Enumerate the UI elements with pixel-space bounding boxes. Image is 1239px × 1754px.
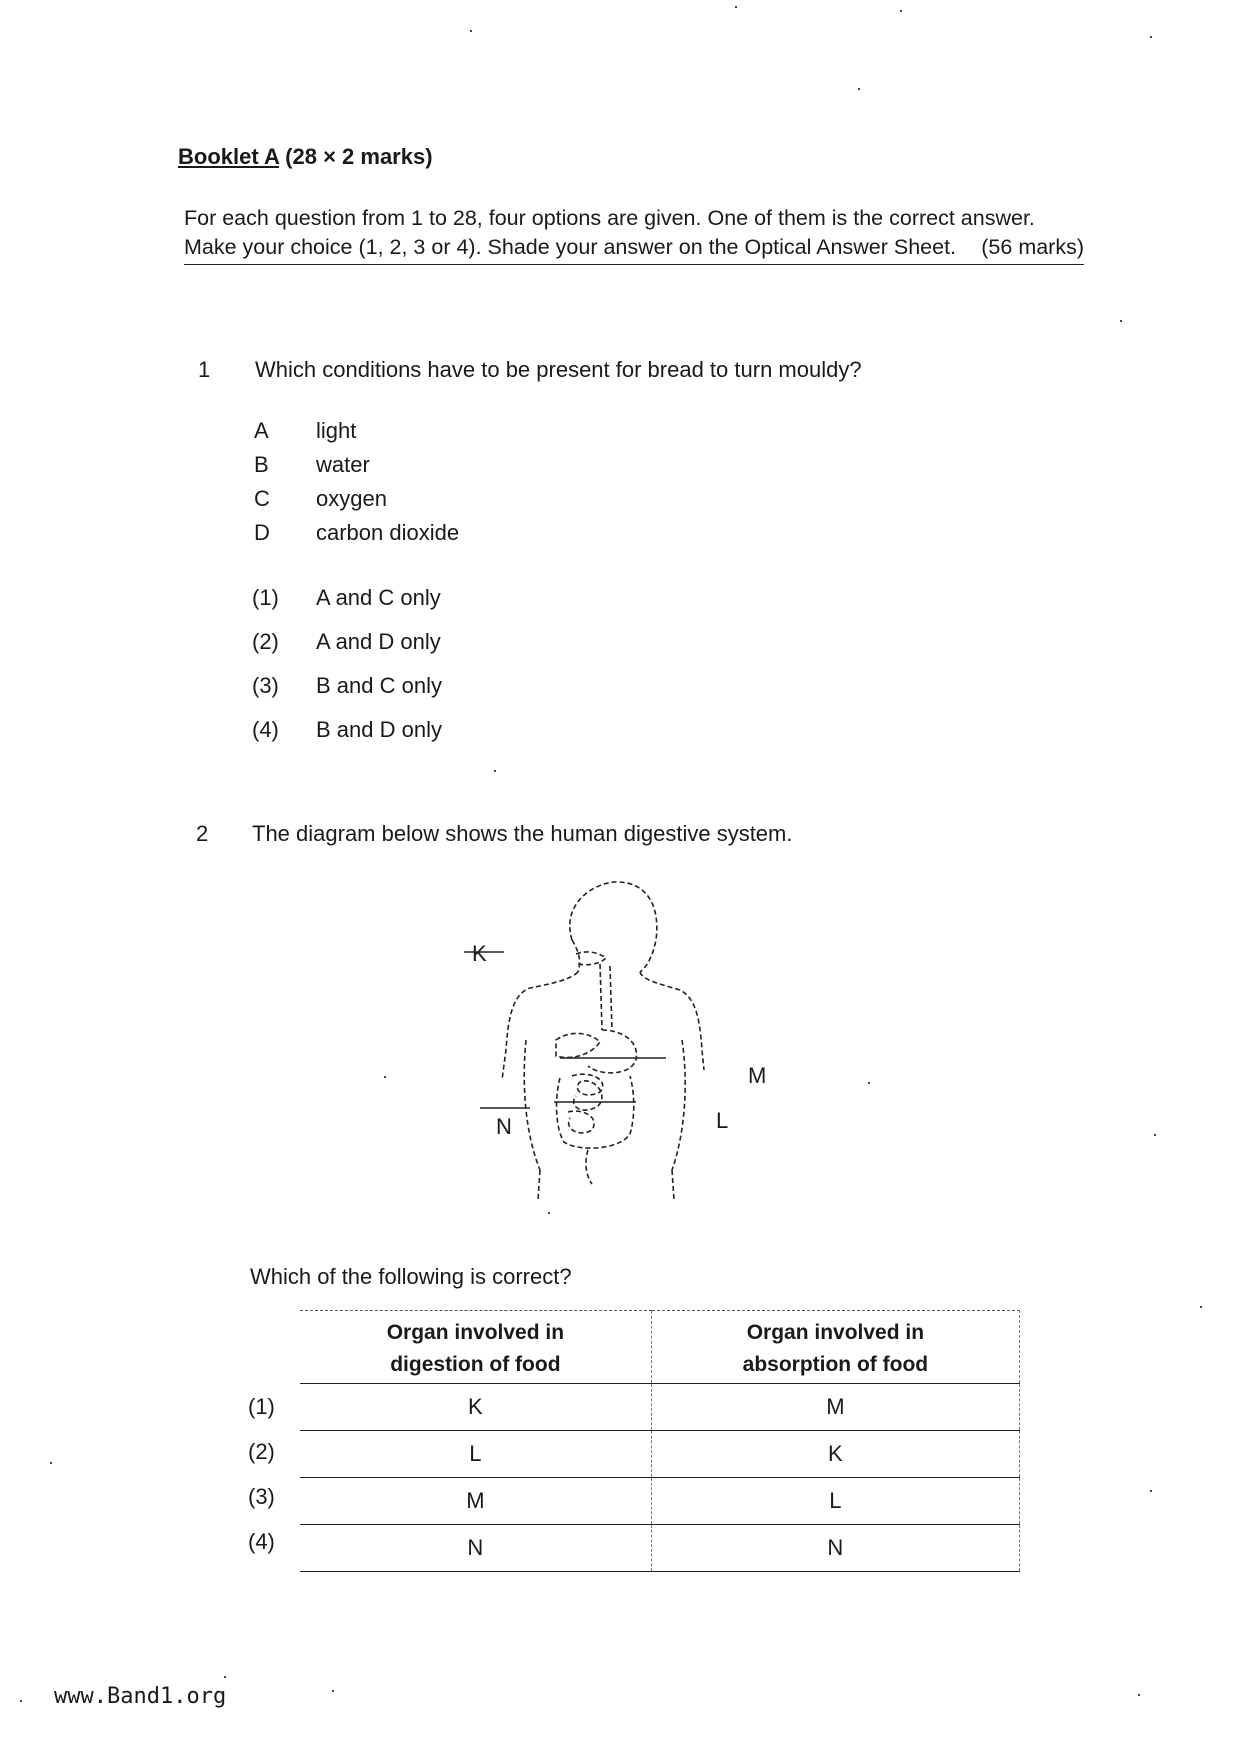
scan-speck: [548, 1212, 550, 1214]
instructions-box: [184, 204, 1084, 265]
scan-speck: [1150, 36, 1152, 38]
scan-speck: [384, 1076, 386, 1078]
cell-absorption: N: [651, 1525, 1019, 1572]
question-1-number: 1: [198, 357, 211, 382]
digestive-tract: [556, 952, 637, 1184]
question-1-text: Which conditions have to be present for bread to turn mouldy?: [255, 357, 862, 382]
label-l: L: [716, 1108, 729, 1133]
cell-digestion: K: [300, 1384, 651, 1431]
scan-speck: [332, 1690, 334, 1692]
footer-site: www.Band1.org: [54, 1684, 227, 1709]
label-k: K: [472, 941, 487, 966]
cell-absorption: M: [651, 1384, 1019, 1431]
condition-text: water: [316, 452, 370, 477]
answer-option-number[interactable]: (2): [252, 629, 279, 654]
scan-speck: [470, 30, 472, 32]
cell-digestion: L: [300, 1431, 651, 1478]
scan-speck: [1150, 1490, 1152, 1492]
condition-letter: C: [254, 486, 270, 511]
scan-speck: [900, 10, 902, 12]
condition-letter: A: [254, 418, 269, 443]
scan-speck: [1154, 1134, 1156, 1136]
scan-speck: [50, 1462, 52, 1464]
question-2-prompt: Which of the following is correct?: [250, 1264, 572, 1289]
cell-absorption: K: [651, 1431, 1019, 1478]
table-row-number[interactable]: (2): [248, 1439, 275, 1464]
table-row-number[interactable]: (1): [248, 1394, 275, 1419]
table-row[interactable]: [300, 1431, 1020, 1478]
answer-option-text[interactable]: B and C only: [316, 673, 442, 698]
answer-option-number[interactable]: (1): [252, 585, 279, 610]
digestive-system-diagram: [460, 880, 780, 1220]
table-row[interactable]: [300, 1525, 1020, 1572]
answer-option-text[interactable]: A and C only: [316, 585, 441, 610]
question-2-text: The diagram below shows the human digestive system.: [252, 821, 793, 846]
booklet-title: [178, 144, 433, 170]
question-2-number: 2: [196, 821, 209, 846]
scan-speck: [494, 770, 496, 772]
scan-speck: [224, 1676, 226, 1678]
table-row[interactable]: [300, 1384, 1020, 1431]
label-m: M: [748, 1063, 767, 1088]
body-outline: [502, 882, 704, 1200]
booklet-label: Booklet A: [178, 144, 280, 169]
cell-digestion: M: [300, 1478, 651, 1525]
instructions-text: For each question from 1 to 28, four options are given. One of them is the correct answer. Make your choice (1, 2, 3 or 4). Shade your answer on the Optical Answer Sheet.: [184, 206, 1035, 259]
answer-option-number[interactable]: (4): [252, 717, 279, 742]
condition-text: carbon dioxide: [316, 520, 460, 545]
condition-letter: B: [254, 452, 269, 477]
condition-letter: D: [254, 520, 270, 545]
total-marks: (56 marks): [981, 235, 1084, 259]
scan-speck: [1120, 320, 1122, 322]
header-digestion: Organ involved in digestion of food: [300, 1311, 651, 1384]
table-row-number[interactable]: (4): [248, 1529, 275, 1554]
cell-digestion: N: [300, 1525, 651, 1572]
scan-speck: [868, 1082, 870, 1084]
table-row[interactable]: [300, 1478, 1020, 1525]
condition-text: oxygen: [316, 486, 387, 511]
pointer-lines: [464, 952, 666, 1108]
answer-table: [300, 1310, 1020, 1572]
answer-option-number[interactable]: (3): [252, 673, 279, 698]
scan-speck: [1138, 1694, 1140, 1696]
scan-speck: [1200, 1306, 1202, 1308]
table-row-number[interactable]: (3): [248, 1484, 275, 1509]
condition-text: light: [316, 418, 357, 443]
answer-option-text[interactable]: A and D only: [316, 629, 441, 654]
scan-speck: [858, 88, 860, 90]
table-header-row: [300, 1311, 1020, 1384]
scan-speck: [735, 6, 737, 8]
label-n: N: [496, 1114, 512, 1139]
cell-absorption: L: [651, 1478, 1019, 1525]
answer-option-text[interactable]: B and D only: [316, 717, 442, 742]
header-absorption: Organ involved in absorption of food: [651, 1311, 1019, 1384]
booklet-marks: (28 × 2 marks): [285, 144, 433, 169]
scan-speck: [20, 1700, 22, 1702]
